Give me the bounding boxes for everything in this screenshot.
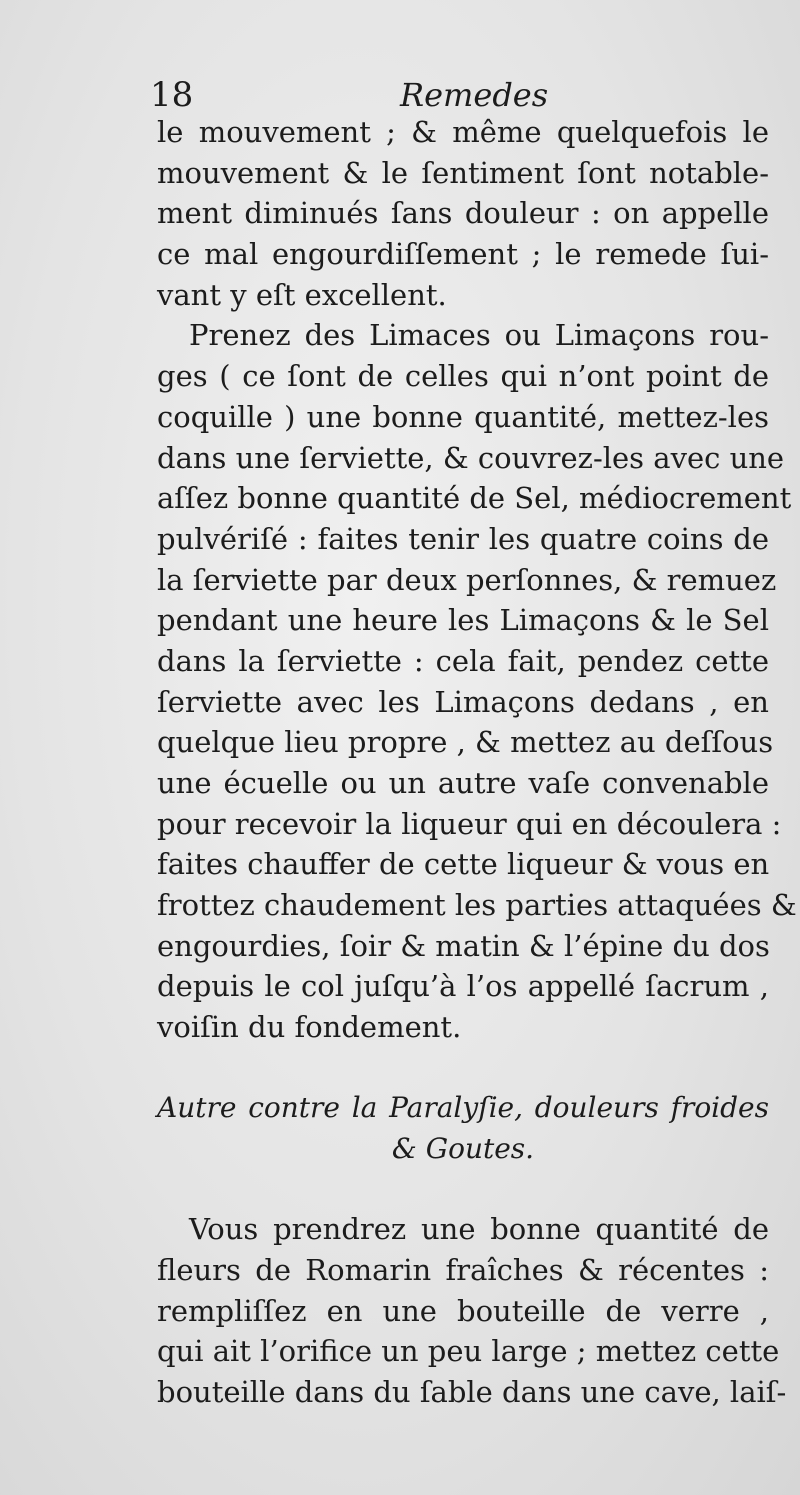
running-title: Remedes: [400, 76, 549, 114]
text-line: Vous prendrez une bonne quantité de: [189, 1212, 769, 1247]
text-line: ment diminués ſans douleur : on appelle: [157, 196, 769, 231]
text-line: faites chauffer de cette liqueur & vous en: [157, 847, 770, 882]
text-line: Prenez des Limaces ou Limaçons rou-: [189, 318, 769, 353]
text-line: coquille ) une bonne quantité, mettez-les: [157, 399, 769, 434]
text-line: dans une ſerviette, & couvrez-les avec une: [157, 440, 785, 475]
text-line: pendant une heure les Limaçons & le Sel: [157, 603, 769, 638]
text-line: la ſerviette par deux perſonnes, & remuez: [157, 562, 777, 597]
text-line: qui ait l’orifice un peu large ; mettez cette: [157, 1334, 780, 1369]
text-line: mouvement & le ſentiment ſont notable-: [157, 155, 769, 190]
text-line: ſerviette avec les Limaçons dedans , en: [157, 684, 769, 719]
heading-line: & Goutes.: [391, 1131, 535, 1165]
section-heading: [157, 1088, 769, 1169]
text-line: dans la ſerviette : cela fait, pendez cette: [157, 643, 769, 678]
text-line: fleurs de Romarin fraîches & récentes :: [157, 1252, 769, 1287]
text-line: vant y eſt excellent.: [157, 277, 447, 312]
text-line: pulvériſé : faites tenir les quatre coins de: [157, 521, 769, 556]
text-line: ges ( ce ſont de celles qui n’ont point de: [157, 359, 769, 394]
text-line: rempliſſez en une bouteille de verre ,: [157, 1293, 769, 1328]
text-line: frottez chaudement les parties attaquées &: [157, 888, 797, 923]
paragraph-remedy: [157, 315, 797, 1047]
text-line: quelque lieu propre , & mettez au deſſous: [157, 725, 774, 760]
heading-line: Autre contre la Paralyſie, douleurs froides: [157, 1090, 769, 1124]
text-line: voiſin du fondement.: [157, 1010, 462, 1045]
paragraph-new-remedy: [157, 1209, 787, 1412]
text-line: le mouvement ; & même quelquefois le: [157, 115, 769, 149]
body-text: [157, 112, 797, 1413]
text-line: engourdies, ſoir & matin & l’épine du dos: [157, 928, 770, 963]
text-line: ce mal engourdiſſement ; le remede ſui-: [157, 237, 769, 272]
text-line: bouteille dans du ſable dans une cave, laiſ-: [157, 1374, 787, 1409]
page-number: 18: [150, 75, 194, 115]
text-line: pour recevoir la liqueur qui en découlera :: [157, 806, 782, 841]
text-line: aſſez bonne quantité de Sel, médiocrement: [157, 481, 792, 516]
text-line: depuis le col juſqu’à l’os appellé ſacrum ,: [157, 969, 769, 1004]
paragraph-continuation: [157, 112, 769, 315]
text-line: une écuelle ou un autre vaſe convenable: [157, 766, 769, 800]
